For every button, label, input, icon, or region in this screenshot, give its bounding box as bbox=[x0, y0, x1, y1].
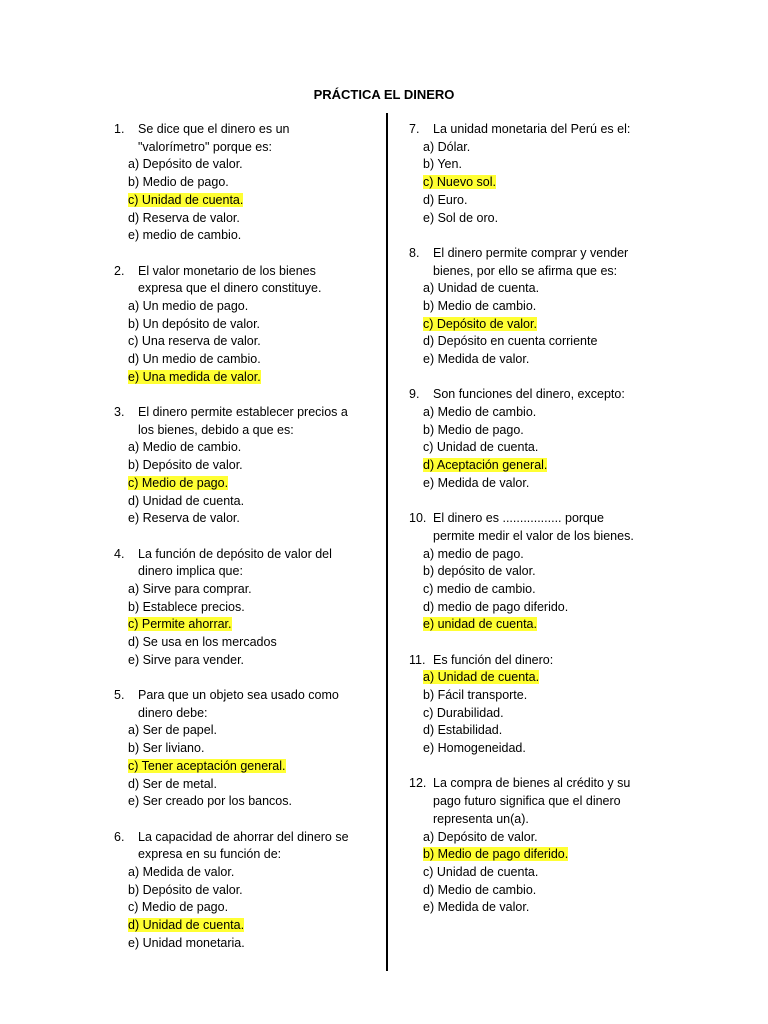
option-text: d) Depósito en cuenta corriente bbox=[423, 334, 598, 349]
question-number: 11. bbox=[409, 652, 426, 667]
answer-option bbox=[114, 616, 369, 634]
question-text bbox=[114, 687, 369, 722]
option-text: e) Medida de valor. bbox=[423, 352, 530, 367]
question-line: permite medir el valor de los bienes. bbox=[433, 528, 634, 543]
option-text: e) Medida de valor. bbox=[423, 475, 530, 490]
question-text bbox=[114, 263, 369, 298]
option-text: b) Medio de pago. bbox=[128, 175, 229, 190]
question-9 bbox=[409, 386, 664, 492]
highlighted-answer: b) Medio de pago diferido. bbox=[423, 847, 569, 862]
answer-option bbox=[114, 510, 369, 528]
question-line: El dinero permite comprar y vender bbox=[433, 245, 629, 260]
option-text: e) Reserva de valor. bbox=[128, 511, 240, 526]
option-text: b) Fácil transporte. bbox=[423, 688, 528, 703]
answer-option bbox=[114, 722, 369, 740]
answer-option bbox=[114, 493, 369, 511]
option-text: d) Unidad de cuenta. bbox=[128, 493, 245, 508]
highlighted-answer: c) Permite ahorrar. bbox=[128, 617, 232, 632]
question-number: 3. bbox=[114, 405, 125, 420]
answer-option bbox=[114, 581, 369, 599]
option-text: a) Medio de cambio. bbox=[128, 440, 242, 455]
answer-option bbox=[409, 333, 664, 351]
question-number: 7. bbox=[409, 122, 420, 136]
option-text: a) medio de pago. bbox=[423, 546, 524, 561]
option-text: c) Unidad de cuenta. bbox=[423, 864, 539, 879]
answer-option bbox=[114, 369, 369, 387]
answer-option bbox=[409, 864, 664, 882]
answer-option bbox=[409, 846, 664, 864]
question-10 bbox=[409, 510, 664, 634]
page-title: PRÁCTICA EL DINERO bbox=[313, 87, 455, 102]
question-2 bbox=[114, 263, 369, 387]
answer-option bbox=[114, 864, 369, 882]
option-text: d) Euro. bbox=[423, 192, 468, 207]
option-text: a) Medida de valor. bbox=[128, 864, 235, 879]
question-3 bbox=[114, 404, 369, 528]
option-text: c) Durabilidad. bbox=[423, 705, 504, 720]
right-column bbox=[409, 121, 664, 917]
highlighted-answer: a) Unidad de cuenta. bbox=[423, 670, 540, 685]
question-text bbox=[409, 386, 664, 404]
question-text bbox=[409, 121, 664, 139]
answer-option bbox=[409, 581, 664, 599]
option-text: b) Un depósito de valor. bbox=[128, 316, 261, 331]
answer-option bbox=[409, 139, 664, 157]
question-12 bbox=[409, 775, 664, 917]
answer-option bbox=[409, 722, 664, 740]
answer-option bbox=[409, 316, 664, 334]
question-text bbox=[114, 546, 369, 581]
option-text: b) depósito de valor. bbox=[423, 564, 536, 579]
option-text: e) medio de cambio. bbox=[128, 228, 242, 243]
option-text: c) Medio de pago. bbox=[128, 900, 229, 915]
question-line: El dinero es ................. porque bbox=[433, 511, 604, 526]
answer-option bbox=[114, 882, 369, 900]
answer-option bbox=[409, 705, 664, 723]
question-number: 4. bbox=[114, 546, 125, 561]
option-text: b) Establece precios. bbox=[128, 599, 245, 614]
question-1 bbox=[114, 121, 369, 245]
answer-option bbox=[114, 351, 369, 369]
question-line: La unidad monetaria del Perú es el: bbox=[433, 122, 631, 136]
answer-option bbox=[114, 298, 369, 316]
answer-option bbox=[114, 652, 369, 670]
answer-option bbox=[114, 156, 369, 174]
answer-option bbox=[409, 457, 664, 475]
option-text: b) Yen. bbox=[423, 157, 462, 172]
answer-option bbox=[114, 776, 369, 794]
answer-option bbox=[114, 457, 369, 475]
question-number: 2. bbox=[114, 263, 125, 278]
column-divider bbox=[386, 113, 388, 971]
highlighted-answer: e) Una medida de valor. bbox=[128, 369, 261, 384]
answer-option bbox=[114, 917, 369, 935]
option-text: d) Un medio de cambio. bbox=[128, 352, 261, 367]
answer-option bbox=[114, 793, 369, 811]
answer-option bbox=[409, 174, 664, 192]
answer-option bbox=[409, 687, 664, 705]
question-line: La función de depósito de valor del bbox=[138, 546, 332, 561]
question-line: La capacidad de ahorrar del dinero se bbox=[138, 829, 349, 844]
option-text: c) Una reserva de valor. bbox=[128, 334, 261, 349]
question-line: "valorímetro" porque es: bbox=[138, 139, 272, 154]
option-text: e) Sol de oro. bbox=[423, 210, 499, 225]
question-number: 8. bbox=[409, 245, 420, 260]
answer-option bbox=[409, 546, 664, 564]
question-number: 6. bbox=[114, 829, 125, 844]
option-text: b) Depósito de valor. bbox=[128, 882, 243, 897]
question-number: 9. bbox=[409, 387, 420, 402]
question-text bbox=[409, 510, 664, 545]
question-line: dinero debe: bbox=[138, 705, 208, 720]
option-text: b) Medio de pago. bbox=[423, 422, 524, 437]
answer-option bbox=[409, 298, 664, 316]
answer-option bbox=[409, 210, 664, 228]
answer-option bbox=[409, 829, 664, 847]
answer-option bbox=[114, 475, 369, 493]
question-5 bbox=[114, 687, 369, 811]
option-text: c) medio de cambio. bbox=[423, 581, 536, 596]
question-line: bienes, por ello se afirma que es: bbox=[433, 263, 618, 278]
option-text: d) Medio de cambio. bbox=[423, 882, 537, 897]
option-text: a) Ser de papel. bbox=[128, 723, 217, 738]
highlighted-answer: c) Depósito de valor. bbox=[423, 316, 537, 331]
question-text bbox=[409, 775, 664, 828]
option-text: b) Depósito de valor. bbox=[128, 458, 243, 473]
question-line: representa un(a). bbox=[433, 811, 529, 826]
option-text: a) Unidad de cuenta. bbox=[423, 281, 540, 296]
answer-option bbox=[409, 404, 664, 422]
answer-option bbox=[409, 669, 664, 687]
question-line: pago futuro significa que el dinero bbox=[433, 794, 621, 809]
answer-option bbox=[409, 192, 664, 210]
highlighted-answer: c) Tener aceptación general. bbox=[128, 758, 286, 773]
question-text bbox=[409, 245, 664, 280]
answer-option bbox=[114, 333, 369, 351]
question-6 bbox=[114, 829, 369, 953]
option-text: e) Homogeneidad. bbox=[423, 741, 526, 756]
question-line: expresa que el dinero constituye. bbox=[138, 281, 322, 296]
question-text bbox=[409, 652, 664, 670]
option-text: b) Ser liviano. bbox=[128, 741, 205, 756]
question-11 bbox=[409, 652, 664, 758]
answer-option bbox=[409, 439, 664, 457]
option-text: e) Ser creado por los bancos. bbox=[128, 794, 292, 809]
answer-option bbox=[409, 475, 664, 493]
question-number: 10. bbox=[409, 511, 427, 526]
answer-option bbox=[409, 882, 664, 900]
question-line: El valor monetario de los bienes bbox=[138, 263, 316, 278]
answer-option bbox=[114, 740, 369, 758]
highlighted-answer: c) Unidad de cuenta. bbox=[128, 192, 244, 207]
answer-option bbox=[409, 422, 664, 440]
answer-option bbox=[114, 935, 369, 953]
question-line: Son funciones del dinero, excepto: bbox=[433, 387, 625, 402]
option-text: d) Reserva de valor. bbox=[128, 210, 240, 225]
question-line: La compra de bienes al crédito y su bbox=[433, 776, 631, 791]
question-line: Para que un objeto sea usado como bbox=[138, 688, 339, 703]
option-text: d) Se usa en los mercados bbox=[128, 635, 277, 650]
answer-option bbox=[409, 616, 664, 634]
highlighted-answer: d) Aceptación general. bbox=[423, 458, 548, 473]
highlighted-answer: d) Unidad de cuenta. bbox=[128, 918, 245, 933]
option-text: a) Depósito de valor. bbox=[423, 829, 538, 844]
answer-option bbox=[409, 740, 664, 758]
question-8 bbox=[409, 245, 664, 369]
answer-option bbox=[114, 316, 369, 334]
question-line: Se dice que el dinero es un bbox=[138, 122, 290, 136]
question-number: 1. bbox=[114, 122, 125, 136]
answer-option bbox=[114, 758, 369, 776]
answer-option bbox=[114, 227, 369, 245]
answer-option bbox=[114, 899, 369, 917]
option-text: e) Medida de valor. bbox=[423, 900, 530, 915]
option-text: d) Estabilidad. bbox=[423, 723, 503, 738]
answer-option bbox=[409, 599, 664, 617]
answer-option bbox=[409, 563, 664, 581]
highlighted-answer: c) Nuevo sol. bbox=[423, 175, 496, 190]
question-text bbox=[114, 404, 369, 439]
left-column bbox=[114, 121, 369, 953]
question-7 bbox=[409, 121, 664, 227]
answer-option bbox=[114, 634, 369, 652]
option-text: c) Unidad de cuenta. bbox=[423, 440, 539, 455]
question-line: El dinero permite establecer precios a bbox=[138, 405, 348, 420]
option-text: a) Sirve para comprar. bbox=[128, 581, 252, 596]
question-line: los bienes, debido a que es: bbox=[138, 422, 294, 437]
question-line: dinero implica que: bbox=[138, 564, 243, 579]
option-text: a) Depósito de valor. bbox=[128, 157, 243, 172]
question-text bbox=[114, 829, 369, 864]
highlighted-answer: c) Medio de pago. bbox=[128, 475, 229, 490]
question-4 bbox=[114, 546, 369, 670]
option-text: a) Dólar. bbox=[423, 139, 471, 154]
answer-option bbox=[114, 599, 369, 617]
question-number: 12. bbox=[409, 776, 427, 791]
answer-option bbox=[409, 899, 664, 917]
option-text: a) Un medio de pago. bbox=[128, 298, 249, 313]
question-text bbox=[114, 121, 369, 156]
answer-option bbox=[409, 156, 664, 174]
option-text: e) Sirve para vender. bbox=[128, 652, 245, 667]
answer-option bbox=[114, 174, 369, 192]
question-line: expresa en su función de: bbox=[138, 847, 282, 862]
answer-option bbox=[114, 192, 369, 210]
answer-option bbox=[409, 280, 664, 298]
answer-option bbox=[409, 351, 664, 369]
option-text: d) medio de pago diferido. bbox=[423, 599, 569, 614]
option-text: a) Medio de cambio. bbox=[423, 405, 537, 420]
option-text: b) Medio de cambio. bbox=[423, 298, 537, 313]
question-line: Es función del dinero: bbox=[433, 652, 554, 667]
highlighted-answer: e) unidad de cuenta. bbox=[423, 617, 537, 632]
question-number: 5. bbox=[114, 688, 125, 703]
answer-option bbox=[114, 439, 369, 457]
option-text: e) Unidad monetaria. bbox=[128, 935, 245, 950]
answer-option bbox=[114, 210, 369, 228]
option-text: d) Ser de metal. bbox=[128, 776, 217, 791]
